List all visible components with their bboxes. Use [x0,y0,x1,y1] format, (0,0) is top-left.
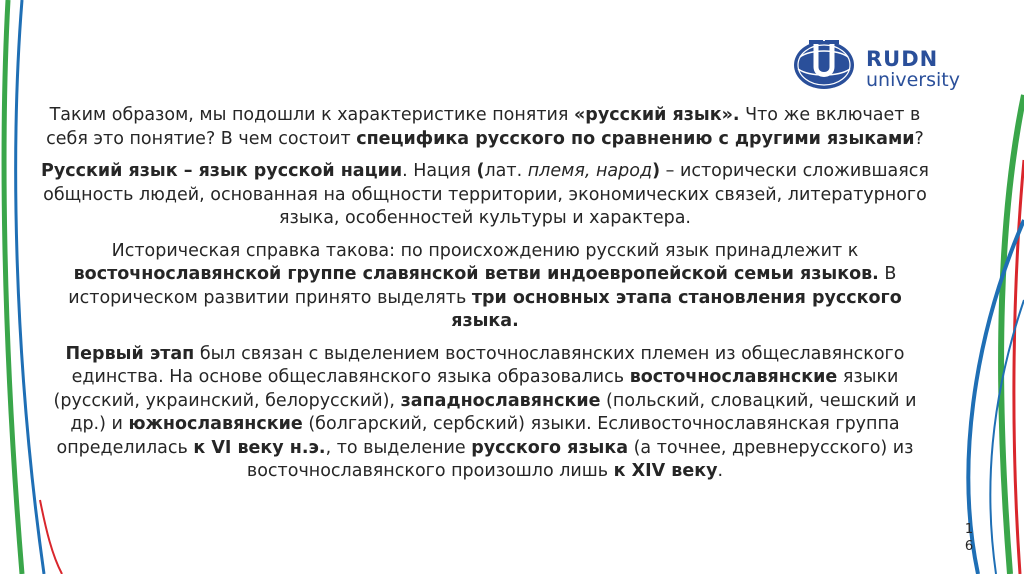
bold-text: ( [476,161,485,181]
text: . Нация [402,161,477,181]
bold-text: Первый этап [65,343,195,364]
text: В историческом развитии принято выделять [68,264,897,308]
rudn-logo-text [866,48,960,90]
text: (а точнее, древнерусского) из восточнославянского произошло лишь [246,437,914,481]
bold-text: к VI веку н.э. [193,437,326,458]
bold-text: специфика русского по сравнению с другими языками [356,128,915,149]
text: . [717,461,724,481]
text: языки (русский, украинский, белорусский), [53,367,899,411]
paragraph-2 [40,160,930,231]
bold-text: три основных этапа становления русского языка. [451,287,902,331]
logo-line-1: RUDN [866,47,939,71]
text: , то выделение [325,437,472,458]
text: (болгарский, сербский) языки. Есливосточнославянская группа определилась [56,414,900,458]
bold-text: ) [652,161,661,181]
page-number-digit-2: 6 [964,539,974,554]
text: лат. [484,161,528,181]
paragraph-3 [40,240,930,334]
page-number-digit-1: 1 [964,522,974,537]
paragraph-1 [40,104,930,151]
bold-text: восточнославянские [629,367,838,387]
bold-text: восточнославянской группе славянской ветви индоевропейской семьи языков. [73,264,879,284]
page-number [962,521,976,555]
bold-text: Русский язык – язык русской нации [41,161,403,181]
text: Историческая справка такова: по происхождению русский язык принадлежит к [111,240,859,261]
bold-text: русского языка [471,437,629,458]
bold-text: «русский язык». [574,105,740,125]
text: Таким образом, мы подошли к характеристике понятия [49,105,574,125]
text: – исторически сложившаяся общность людей, основанная на общности территории, экономических связей, литературного языка, особенностей культуры и характера. [43,161,929,228]
bold-text: южнославянские [128,414,303,434]
text: (польский, словацкий, чешский и др.) и [70,390,917,434]
bold-text: к XIV веку [613,461,718,481]
logo-line-2: university [866,69,960,91]
text: был связан с выделением восточнославянских племен из общеславянского единства. На основе общеславянского языка образовались [71,343,905,387]
slide-body [40,104,930,493]
paragraph-4 [40,343,930,484]
text: ? [914,128,924,149]
italic-text: племя, народ [527,161,653,181]
bold-text: западнославянские [400,390,601,411]
text: Что же включает в себя это понятие? В чем состоит [46,105,921,149]
